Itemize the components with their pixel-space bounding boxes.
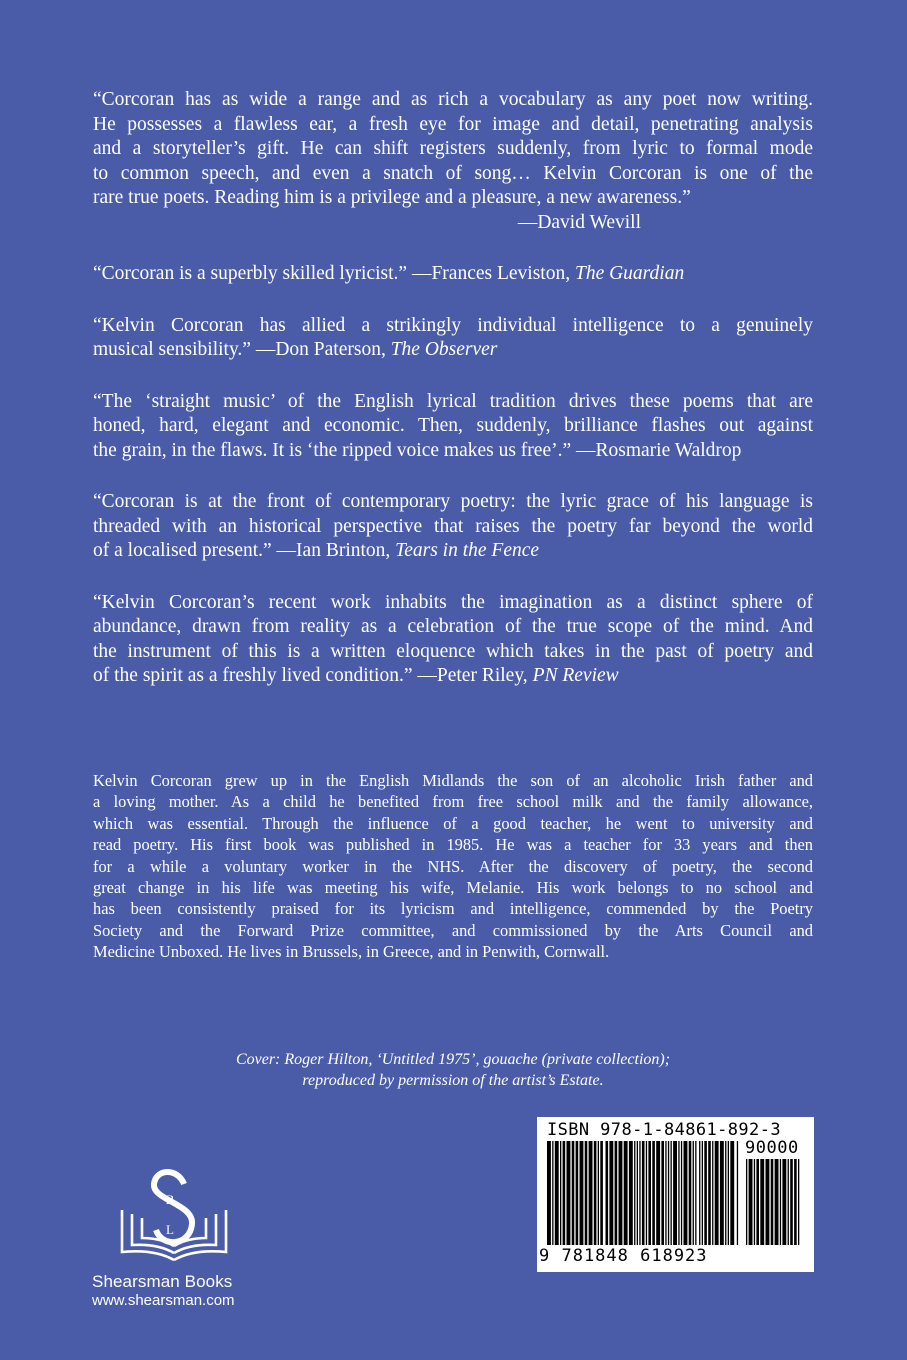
quote-line: the grain, in the flaws. It is ‘the ripped voice makes us free’.” —Rosmarie Waldrop xyxy=(93,439,742,461)
barcode-bar xyxy=(624,1141,628,1245)
barcode-bar xyxy=(715,1141,719,1245)
ean-digits: 9 781848 618923 xyxy=(539,1246,708,1266)
barcode-bar xyxy=(771,1159,774,1245)
barcode-bar xyxy=(637,1141,638,1245)
barcode-bar xyxy=(712,1141,713,1245)
quote-line: to common speech, and even a snatch of song… Kelvin Corcoran is one of the xyxy=(93,162,813,184)
barcode-bar xyxy=(699,1141,700,1245)
quote-riley xyxy=(93,591,813,689)
quote-last-line xyxy=(93,338,813,363)
barcode-bar xyxy=(780,1159,781,1245)
price-code: 90000 xyxy=(745,1138,799,1158)
quote-brinton xyxy=(93,490,813,564)
isbn-barcode xyxy=(537,1117,814,1272)
quote-source: The Guardian xyxy=(574,263,685,284)
bio-line: great change in his life was meeting his wife, Melanie. His work belongs to no school and xyxy=(93,878,813,898)
barcode-bar xyxy=(794,1159,797,1245)
author-bio xyxy=(93,770,813,963)
quote-line: the instrument of this is a written eloquence which takes in the past of poetry and xyxy=(93,640,813,662)
quote-attribution: —David Wevill xyxy=(517,211,641,233)
barcode-bar xyxy=(754,1159,755,1245)
addon-barcode-bars xyxy=(744,1159,806,1245)
quote-line: He possesses a flawless ear, a fresh eye for image and detail, penetrating analysis xyxy=(93,113,813,135)
logo-letter-b: B xyxy=(165,1192,175,1207)
barcode-bar xyxy=(589,1141,593,1245)
barcode-bar xyxy=(594,1141,597,1245)
barcode-bar xyxy=(648,1141,651,1245)
barcode-bar xyxy=(555,1141,559,1245)
barcode-bar xyxy=(563,1141,566,1245)
quote-paterson xyxy=(93,314,813,363)
barcode-bar xyxy=(615,1141,618,1245)
quote-line: “The ‘straight music’ of the English lyrical tradition drives these poems that are xyxy=(93,390,813,412)
barcode-bar xyxy=(576,1141,579,1245)
quote-text: of a localised present.” —Ian Brinton, xyxy=(93,540,396,561)
barcode-bar xyxy=(702,1141,703,1245)
logo-letter-l: L xyxy=(166,1222,174,1237)
bio-line: a loving mother. As a child he benefited from free school milk and the family allowance, xyxy=(93,792,813,812)
barcode-bar xyxy=(728,1141,729,1245)
barcode-bar xyxy=(788,1159,789,1245)
quote-leviston xyxy=(93,262,813,287)
barcode-bar xyxy=(572,1141,575,1245)
quote-line: “Kelvin Corcoran’s recent work inhabits the imagination as a distinct sphere of xyxy=(93,591,813,613)
endorsements xyxy=(93,88,813,716)
cover-credit xyxy=(93,1049,813,1091)
barcode-bar xyxy=(585,1141,588,1245)
quote-line: honed, hard, elegant and economic. Then, suddenly, brilliance flashes out against xyxy=(93,415,813,436)
quote-text: musical sensibility.” —Don Paterson, xyxy=(93,339,391,360)
barcode-bar xyxy=(646,1141,647,1245)
publisher-website: www.shearsman.com xyxy=(92,1292,235,1309)
barcode-bar xyxy=(725,1141,726,1245)
quote-line: “Corcoran has as wide a range and as rich a vocabulary as any poet now writing. xyxy=(93,89,813,110)
barcode-bar xyxy=(619,1141,623,1245)
barcode-bar xyxy=(760,1159,764,1245)
quote-source: The Observer xyxy=(390,339,498,360)
barcode-bar xyxy=(606,1141,609,1245)
barcode-bar xyxy=(798,1159,799,1245)
barcode-bar xyxy=(684,1141,688,1245)
quote-text: of the spirit as a freshly lived condition.” —Peter Riley, xyxy=(93,665,533,686)
barcode-bar xyxy=(634,1141,635,1245)
quote-last-line xyxy=(93,664,813,689)
quote-line: and a storyteller’s gift. He can shift registers suddenly, from lyric to formal mode xyxy=(93,138,813,159)
shearsman-logo-icon xyxy=(116,1160,232,1268)
barcode-bar xyxy=(775,1159,779,1245)
publisher-name: Shearsman Books xyxy=(92,1272,233,1291)
quote-line: “Corcoran is at the front of contemporary poetry: the lyric grace of his language is xyxy=(93,491,813,512)
barcode-bar xyxy=(642,1141,645,1245)
barcode-bar xyxy=(552,1141,553,1245)
barcode-bar xyxy=(598,1141,599,1245)
quote-line: abundance, drawn from reality as a celebration of the true scope of the mind. And xyxy=(93,616,813,637)
quote-source: PN Review xyxy=(532,665,619,686)
ean-barcode-bars xyxy=(545,1141,741,1245)
barcode-bar xyxy=(671,1141,672,1245)
barcode-bar xyxy=(782,1159,786,1245)
quote-wevill xyxy=(93,88,813,235)
quote-line: threaded with an historical perspective that raises the poetry far beyond the world xyxy=(93,515,813,537)
barcode-bar xyxy=(673,1141,677,1245)
bio-line: read poetry. His first book was published in 1985. He was a teacher for 33 years and then xyxy=(93,835,813,855)
barcode-bar xyxy=(661,1141,664,1245)
barcode-bar xyxy=(689,1141,692,1245)
barcode-bar xyxy=(652,1141,655,1245)
barcode-bar xyxy=(547,1141,551,1245)
credit-line: Cover: Roger Hilton, ‘Untitled 1975’, gouache (private collection); xyxy=(235,1051,671,1068)
barcode-bar xyxy=(600,1141,603,1245)
barcode-bar xyxy=(560,1141,561,1245)
bio-line: for a while a voluntary worker in the NHS. After the discovery of poetry, the second xyxy=(93,856,813,876)
isbn-label: ISBN 978-1-84861-892-3 xyxy=(547,1120,781,1140)
barcode-bar xyxy=(756,1159,759,1245)
barcode-bar xyxy=(668,1141,669,1245)
barcode-bar xyxy=(708,1141,711,1245)
barcode-bar xyxy=(681,1141,682,1245)
barcode-bar xyxy=(730,1141,734,1245)
barcode-bar xyxy=(720,1141,724,1245)
bio-line: Medicine Unboxed. He lives in Brussels, in Greece, and in Penwith, Cornwall. xyxy=(93,942,610,962)
barcode-bar xyxy=(639,1141,640,1245)
barcode-bar xyxy=(609,1141,613,1245)
bio-line: has been consistently praised for its lyricism and intelligence, commended by the Poetry xyxy=(93,899,813,919)
barcode-bar xyxy=(704,1141,707,1245)
credit-line: reproduced by permission of the artist’s Estate. xyxy=(302,1072,604,1089)
quote-line: rare true poets. Reading him is a privilege and a pleasure, a new awareness.” xyxy=(93,187,691,208)
quote-waldrop xyxy=(93,390,813,464)
bio-line: Kelvin Corcoran grew up in the English Midlands the son of an alcoholic Irish father and xyxy=(93,771,813,790)
quote-source: Tears in the Fence xyxy=(395,540,540,561)
barcode-bar xyxy=(580,1141,584,1245)
barcode-bar xyxy=(629,1141,633,1245)
barcode-bar xyxy=(693,1141,694,1245)
barcode-bar xyxy=(766,1159,770,1245)
quote-line: “Kelvin Corcoran has allied a strikingly individual intelligence to a genuinely xyxy=(93,314,813,336)
quote-text: “Corcoran is a superbly skilled lyricist.” —Frances Leviston, xyxy=(93,263,575,284)
bio-line: which was essential. Through the influence of a good teacher, he went to university and xyxy=(93,813,813,833)
barcode-bar xyxy=(790,1159,793,1245)
barcode-bar xyxy=(678,1141,679,1245)
quote-last-line xyxy=(93,539,813,564)
barcode-bar xyxy=(737,1141,738,1245)
publisher-logo xyxy=(92,1160,282,1310)
bio-line: Society and the Forward Prize committee, and commissioned by the Arts Council and xyxy=(93,920,813,940)
barcode-bar xyxy=(749,1159,753,1245)
barcode-bar xyxy=(567,1141,571,1245)
barcode-bar xyxy=(695,1141,696,1245)
barcode-bar xyxy=(746,1159,747,1245)
barcode-bar xyxy=(656,1141,660,1245)
barcode-bar xyxy=(665,1141,666,1245)
